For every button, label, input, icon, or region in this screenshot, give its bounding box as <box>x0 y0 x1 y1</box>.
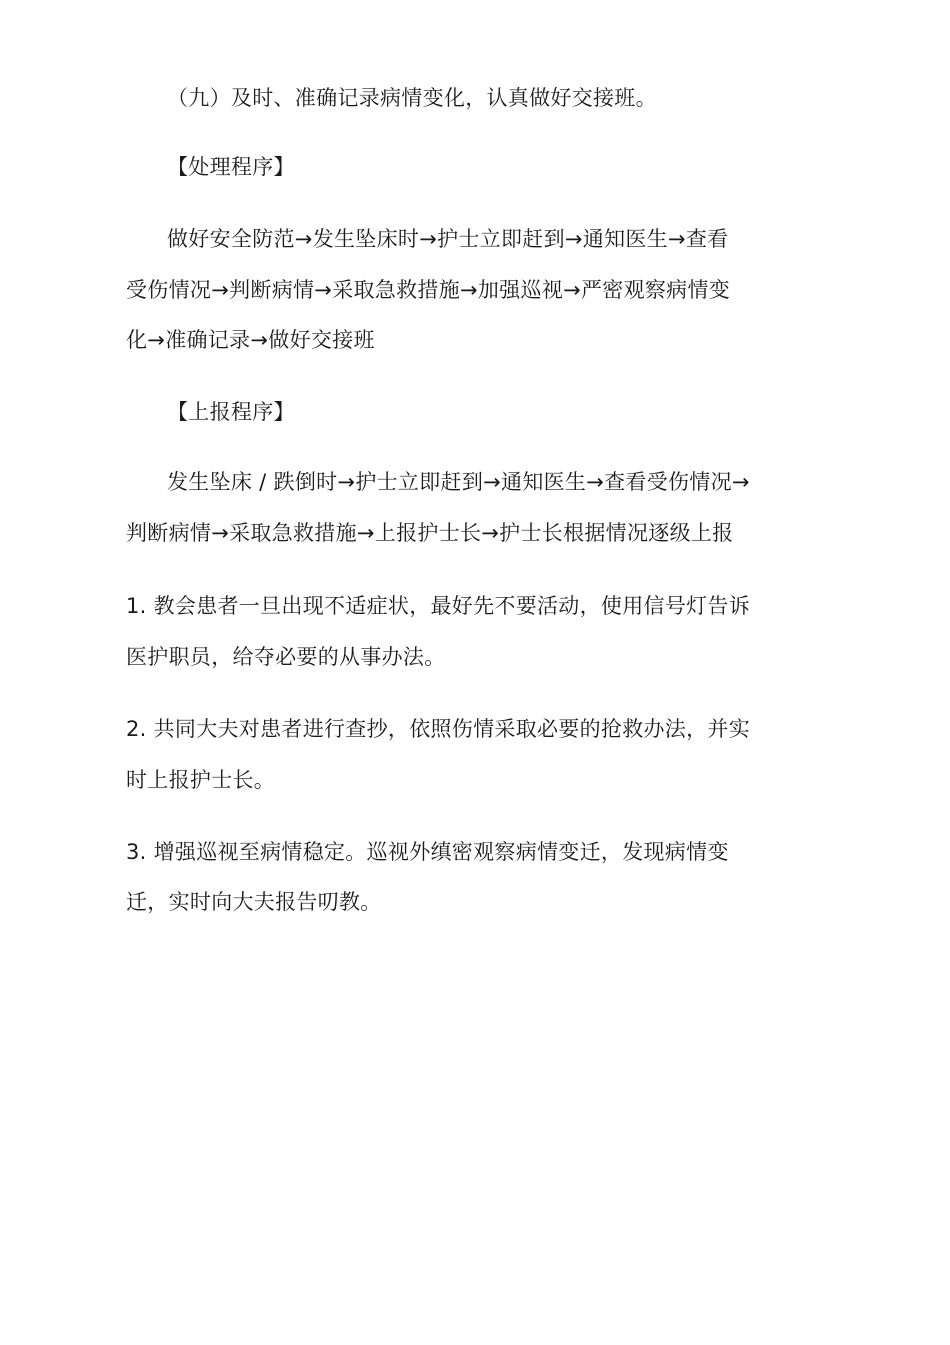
reporting-line-1: 发生坠床 / 跌倒时→护士立即赶到→通知医生→查看受伤情况→ <box>167 470 750 494</box>
point-1-line-2: 医护职员，给夺必要的从事办法。 <box>126 645 446 669</box>
point-2-line-1: 2. 共同大夫对患者进行查抄，依照伤情采取必要的抢救办法，并实 <box>126 717 751 741</box>
handling-line-1: 做好安全防范→发生坠床时→护士立即赶到→通知医生→查看 <box>167 227 729 251</box>
point-2-line-2: 时上报护士长。 <box>126 768 276 792</box>
reporting-heading: 【上报程序】 <box>167 400 295 424</box>
handling-line-3: 化→准确记录→做好交接班 <box>126 328 375 352</box>
handling-heading: 【处理程序】 <box>167 155 295 179</box>
item-nine-text: （九）及时、准确记录病情变化，认真做好交接班。 <box>167 86 657 110</box>
point-1-line-1: 1. 教会患者一旦出现不适症状，最好先不要活动，使用信号灯告诉 <box>126 594 751 618</box>
point-3-line-1: 3. 增强巡视至病情稳定。巡视外缜密观察病情变迁，发现病情变 <box>126 840 729 864</box>
handling-line-2: 受伤情况→判断病情→采取急救措施→加强巡视→严密观察病情变 <box>126 278 731 302</box>
point-3-line-2: 迁，实时向大夫报告叨教。 <box>126 890 382 914</box>
reporting-line-2: 判断病情→采取急救措施→上报护士长→护士长根据情况逐级上报 <box>126 521 734 545</box>
